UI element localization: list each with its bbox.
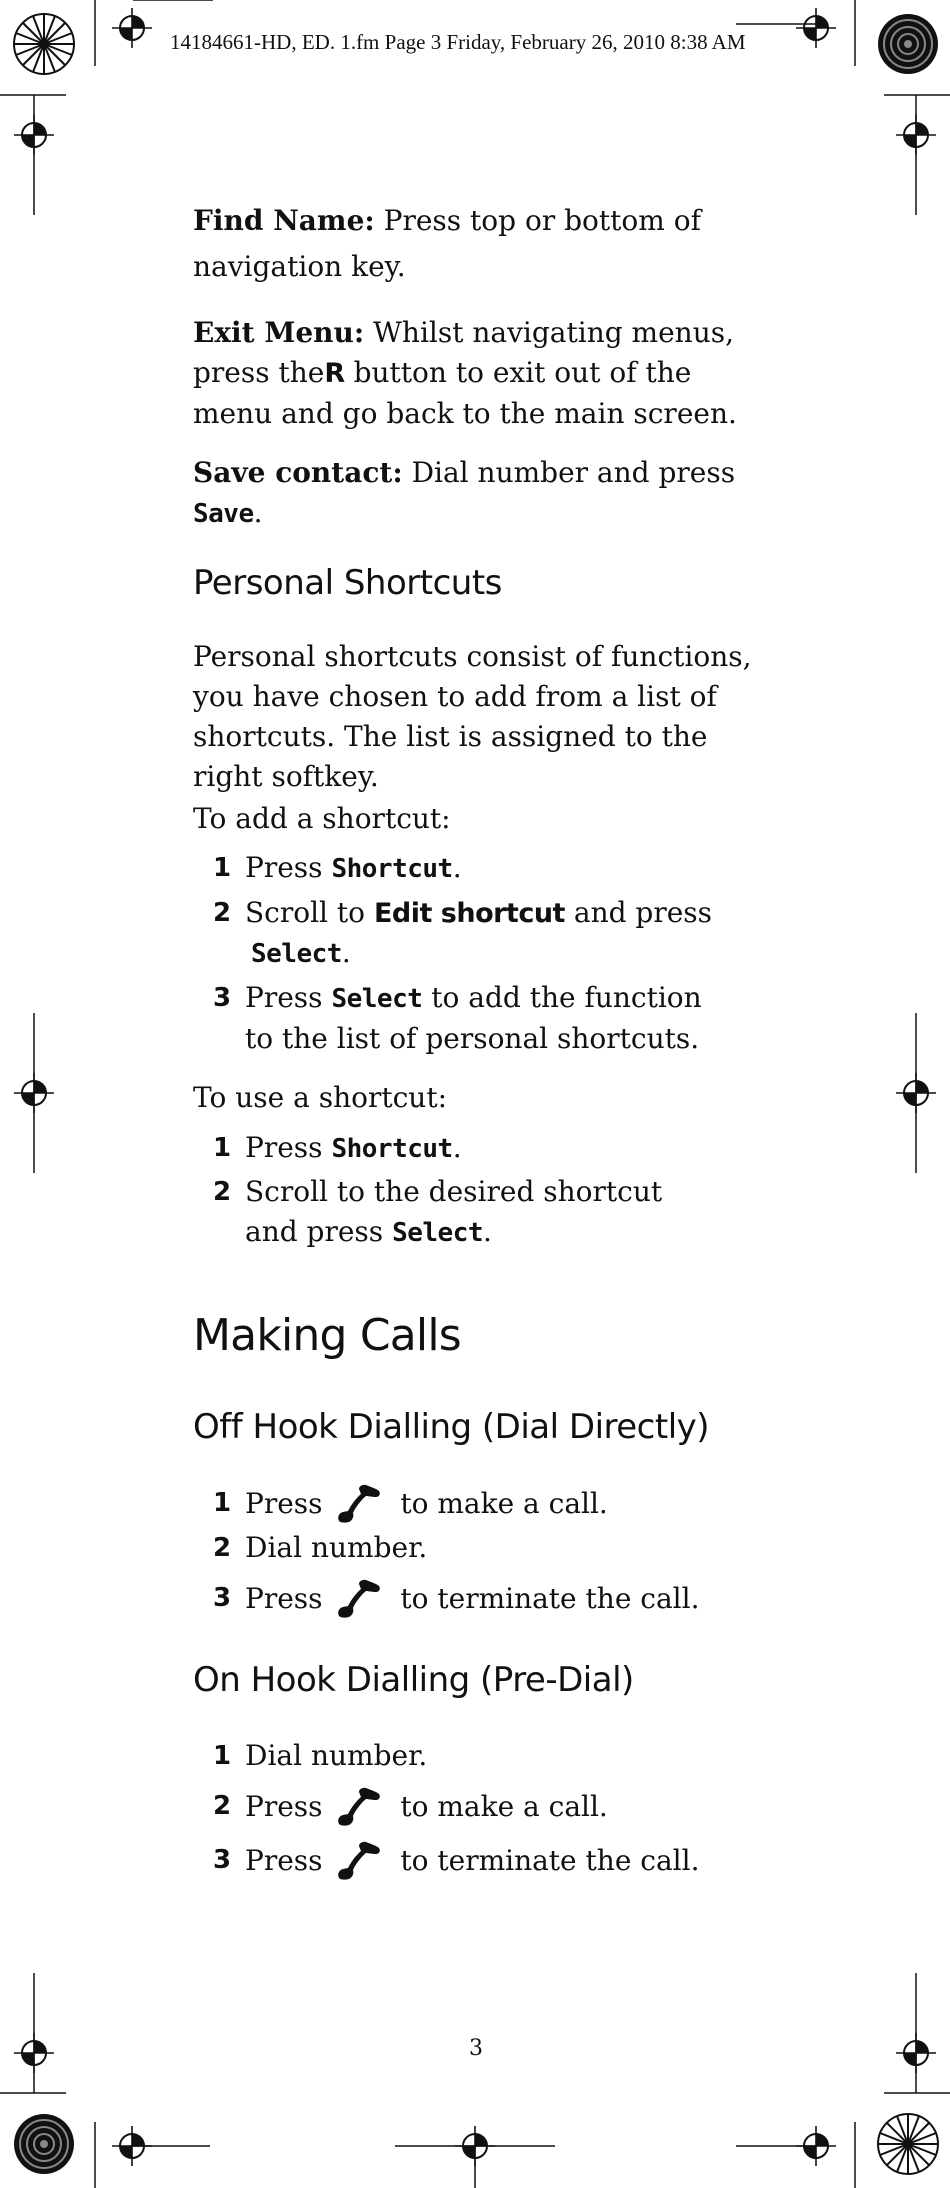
handset-icon <box>335 1483 383 1525</box>
step-post: . <box>452 1131 462 1164</box>
step-pre: Press <box>245 1582 323 1615</box>
personal-shortcuts-heading: Personal Shortcuts <box>193 563 502 603</box>
registration-mark-icon <box>896 2033 936 2073</box>
registration-mark-icon <box>112 8 152 48</box>
step-mid: and press <box>573 896 713 929</box>
step-continuation <box>251 933 791 974</box>
add-shortcut-intro: To add a shortcut: <box>193 802 451 835</box>
step-number: 1 <box>213 853 232 883</box>
step-number: 2 <box>213 1533 232 1563</box>
registration-mark-icon <box>14 2033 54 2073</box>
step-text: Dial number. <box>245 1739 428 1772</box>
exit-menu-text-2: button to exit out of the menu and go back to the main screen. <box>193 356 737 430</box>
step-post: . <box>483 1215 492 1248</box>
registration-mark-icon <box>796 8 836 48</box>
shortcut-softkey: Shortcut <box>331 854 453 884</box>
find-name-label: Find Name: <box>193 204 375 237</box>
registration-mark-icon <box>14 1073 54 1113</box>
personal-shortcuts-intro: Personal shortcuts consist of functions, you have chosen to add from a list of shortcuts. The list is assigned to the right softkey. <box>193 640 752 793</box>
step-text <box>245 1840 785 1882</box>
step-text <box>245 1786 785 1828</box>
select-softkey: Select <box>392 1218 483 1248</box>
use-shortcut-intro: To use a shortcut: <box>193 1081 448 1114</box>
making-calls-heading: Making Calls <box>193 1310 461 1361</box>
step-pre: Press <box>245 1487 323 1520</box>
step-text <box>245 1483 785 1525</box>
step-text <box>245 848 785 889</box>
period: . <box>253 496 263 529</box>
exit-menu-text-1: Whilst navigating menus, press the <box>193 316 735 389</box>
step-pre: Scroll to <box>245 896 366 929</box>
registration-mark-icon <box>896 115 936 155</box>
step-pre: Scroll to the desired shortcut and press <box>245 1175 663 1248</box>
registration-mark-icon <box>112 2126 152 2166</box>
save-contact-tip <box>193 453 773 534</box>
save-contact-text: Dial number and press <box>411 456 736 489</box>
step-text <box>245 893 785 934</box>
handset-icon <box>335 1786 383 1828</box>
step-text <box>245 978 725 1059</box>
registration-mark-icon <box>14 115 54 155</box>
find-name-tip <box>193 198 773 290</box>
step-pre: Press <box>245 1790 323 1823</box>
step-text: Dial number. <box>245 1531 428 1564</box>
handset-icon <box>335 1578 383 1620</box>
print-header-slug: 14184661-HD, ED. 1.fm Page 3 Friday, February 26, 2010 8:38 AM <box>170 30 746 54</box>
select-softkey: Select <box>331 984 423 1014</box>
save-softkey: Save <box>193 499 254 529</box>
step-number: 2 <box>213 1791 232 1821</box>
step-number: 2 <box>213 898 232 928</box>
on-hook-heading: On Hook Dialling (Pre-Dial) <box>193 1660 634 1700</box>
select-softkey: Select <box>251 939 342 969</box>
step-number: 3 <box>213 983 232 1013</box>
step-post: . <box>341 936 351 969</box>
step-pre: Press <box>245 1844 323 1877</box>
save-contact-label: Save contact: <box>193 456 403 489</box>
step-text <box>245 1172 715 1253</box>
step-post: to make a call. <box>400 1487 608 1520</box>
step-pre: Press <box>245 981 323 1014</box>
step-post: to terminate the call. <box>400 1582 700 1615</box>
step-number: 3 <box>213 1845 232 1875</box>
step-number: 1 <box>213 1741 232 1771</box>
step-pre: Press <box>245 1131 323 1164</box>
step-post: to terminate the call. <box>400 1844 700 1877</box>
step-pre: Press <box>245 851 323 884</box>
exit-menu-tip <box>193 313 773 434</box>
step-post: to add the function to the list of personal shortcuts. <box>245 981 702 1055</box>
registration-mark-icon <box>796 2126 836 2166</box>
registration-mark-icon <box>896 1073 936 1113</box>
step-number: 2 <box>213 1177 232 1207</box>
handset-icon <box>335 1840 383 1882</box>
step-text <box>245 1128 785 1169</box>
registration-mark-icon <box>455 2126 495 2166</box>
step-number: 3 <box>213 1583 232 1613</box>
off-hook-heading: Off Hook Dialling (Dial Directly) <box>193 1407 710 1447</box>
step-text <box>245 1578 785 1620</box>
find-name-text: Press top or bottom of navigation key. <box>193 204 701 283</box>
step-number: 1 <box>213 1133 232 1163</box>
exit-menu-label: Exit Menu: <box>193 316 365 349</box>
step-post: . <box>452 851 462 884</box>
step-post: to make a call. <box>400 1790 608 1823</box>
shortcut-softkey: Shortcut <box>331 1134 453 1164</box>
edit-shortcut-menu-item: Edit shortcut <box>373 898 565 929</box>
page-number: 3 <box>469 2036 483 2061</box>
step-number: 1 <box>213 1488 232 1518</box>
exit-menu-key: R <box>324 358 345 389</box>
